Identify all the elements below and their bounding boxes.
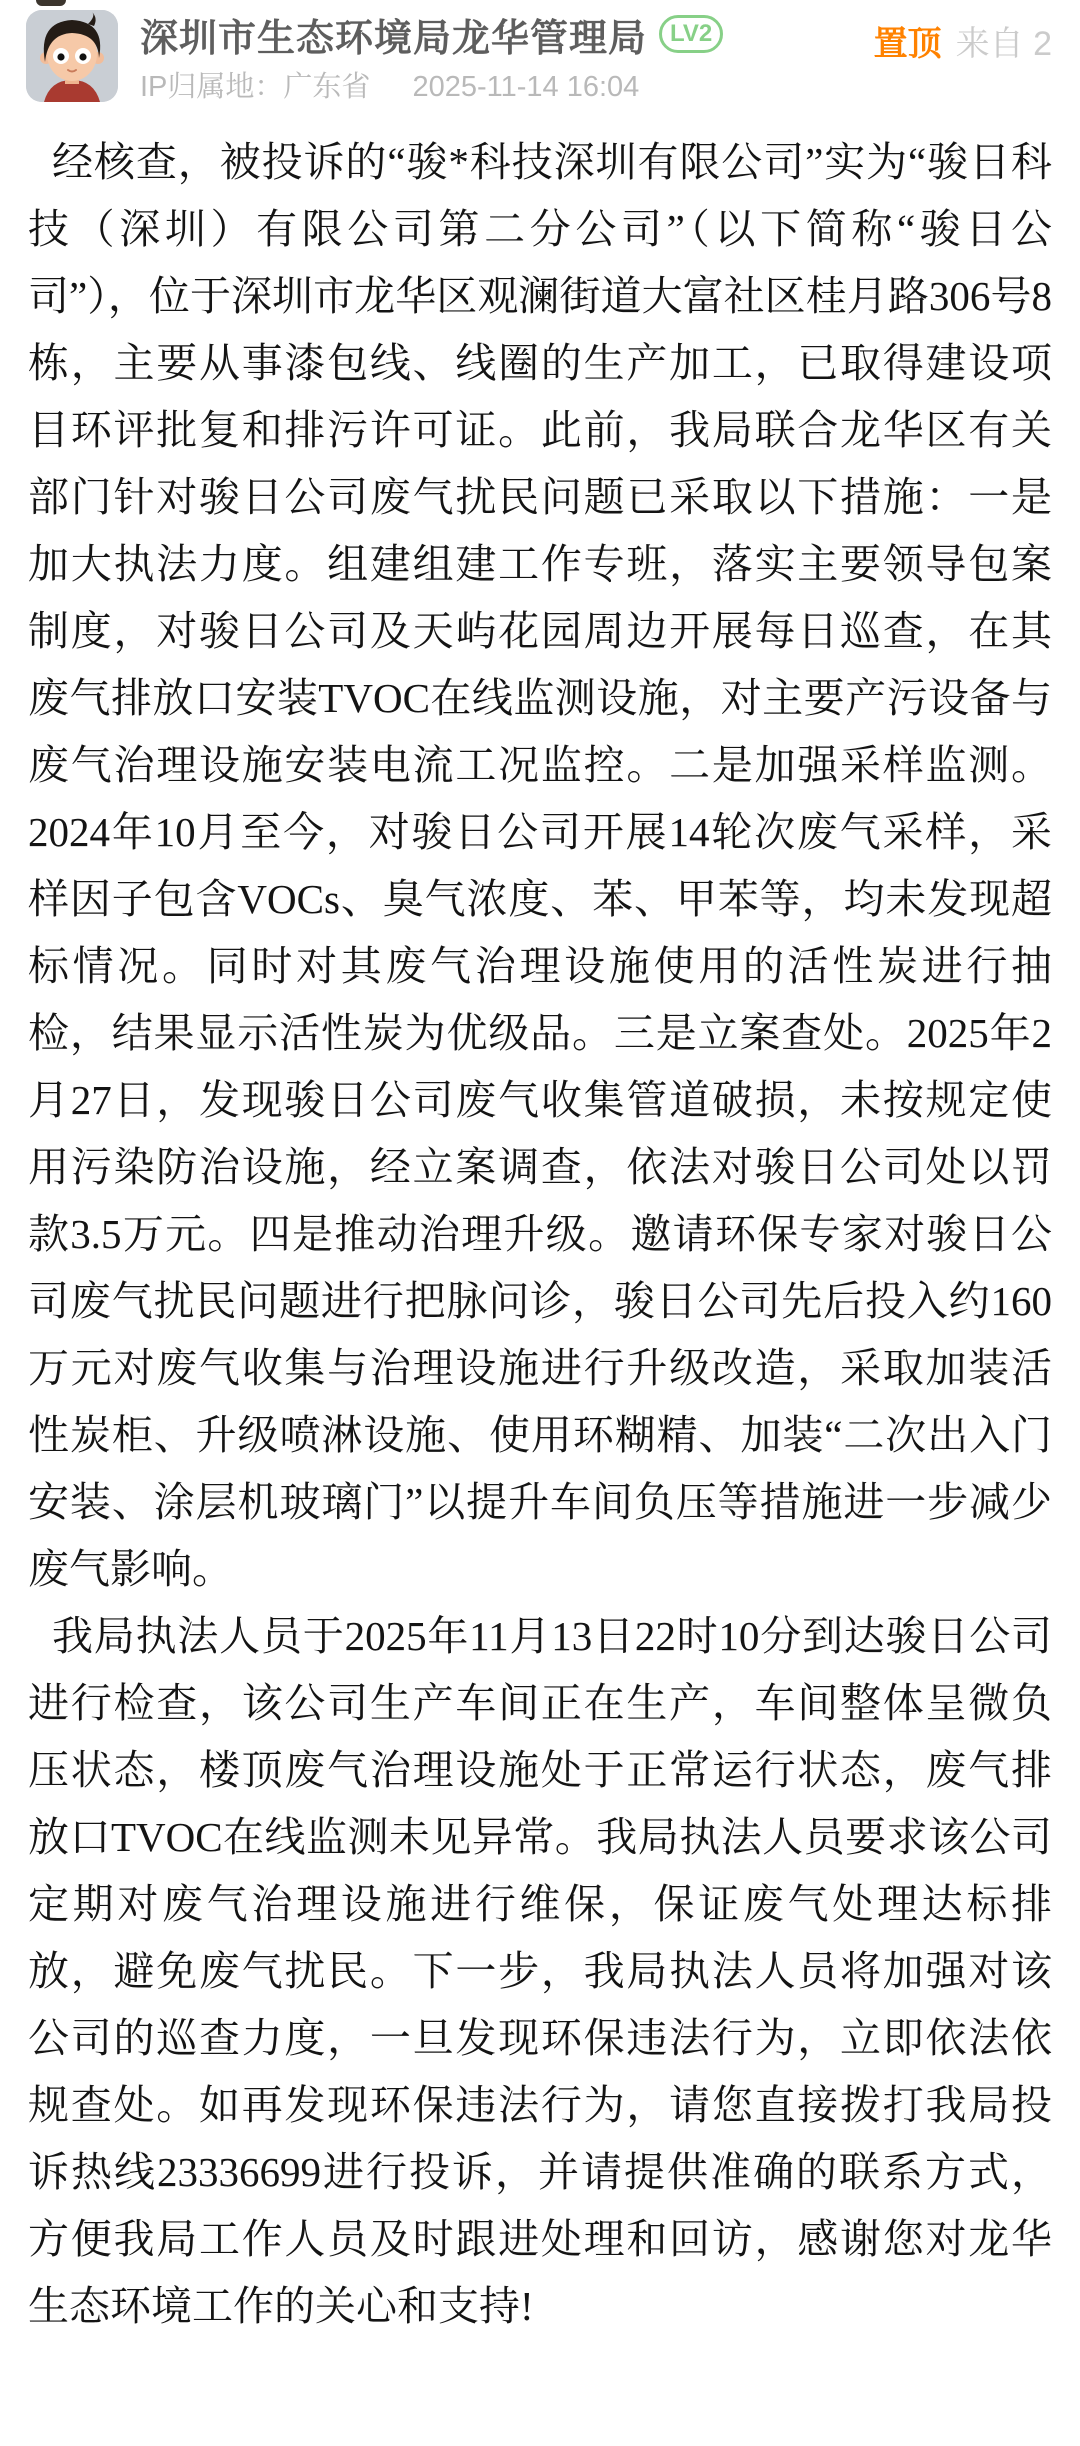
post-meta xyxy=(140,64,780,105)
user-level-badge[interactable]: LV2 xyxy=(659,15,723,53)
name-row xyxy=(140,12,780,60)
user-avatar[interactable] xyxy=(26,10,118,102)
post-paragraph: 经核查，被投诉的“骏*科技深圳有限公司”实为“骏日科技（深圳）有限公司第二分公司”（以下简称“骏日公司”），位于深圳市龙华区观澜街道大富社区桂月路306号8栋，主要从事漆包线、线圈的生产加工，已取得建设项目环评批复和排污许可证。此前，我局联合龙华区有关部门针对骏日公司废气扰民问题已采取以下措施：一是加大执法力度。组建组建工作专班，落实主要领导包案制度，对骏日公司及天屿花园周边开展每日巡查，在其废气排放口安装TVOC在线监测设施，对主要产污设备与废气治理设施安装电流工况监控。二是加强采样监测。2024年10月至今，对骏日公司开展14轮次废气采样，采样因子包含VOCs、臭气浓度、苯、甲苯等，均未发现超标情况。同时对其废气治理设施使用的活性炭进行抽检，结果显示活性炭为优级品。三是立案查处。2025年2月27日，发现骏日公司废气收集管道破损，未按规定使用污染防治设施，经立案调查，依法对骏日公司处以罚款3.5万元。四是推动治理升级。邀请环保专家对骏日公司废气扰民问题进行把脉问诊，骏日公司先后投入约160万元对废气收集与治理设施进行升级改造，采取加装活性炭柜、升级喷淋设施、使用环糊精、加装“二次出入门安装、涂层机玻璃门”以提升车间负压等措施进一步减少废气影响。 xyxy=(28,139,1052,1592)
header-right xyxy=(874,16,1052,65)
post-header xyxy=(0,0,1080,104)
cartoon-boy-avatar-icon xyxy=(26,10,118,102)
user-block xyxy=(140,12,780,105)
timestamp: 2025-11-14 16:04 xyxy=(412,71,640,103)
post-paragraph: 我局执法人员于2025年11月13日22时10分到达骏日公司进行检查，该公司生产车间正在生产，车间整体呈微负压状态，楼顶废气治理设施处于正常运行状态，废气排放口TVOC在线监测未见异常。我局执法人员要求该公司定期对废气治理设施进行维保，保证废气处理达标排放，避免废气扰民。下一步，我局执法人员将加强对该公司的巡查力度，一旦发现环保违法行为，立即依法依规查处。如再发现环保违法行为，请您直接拨打我局投诉热线23336699进行投诉，并请提供准确的联系方式，方便我局工作人员及时跟进处理和回访，感谢您对龙华生态环境工作的关心和支持! xyxy=(28,1613,1052,2329)
post-body xyxy=(0,104,1080,2340)
ip-location: IP归属地：广东省 xyxy=(140,71,371,103)
post-source-link[interactable]: 来自 2 xyxy=(955,25,1052,63)
username[interactable]: 深圳市生态环境局龙华管理局 xyxy=(140,17,648,60)
pinned-badge: 置顶 xyxy=(873,25,942,63)
